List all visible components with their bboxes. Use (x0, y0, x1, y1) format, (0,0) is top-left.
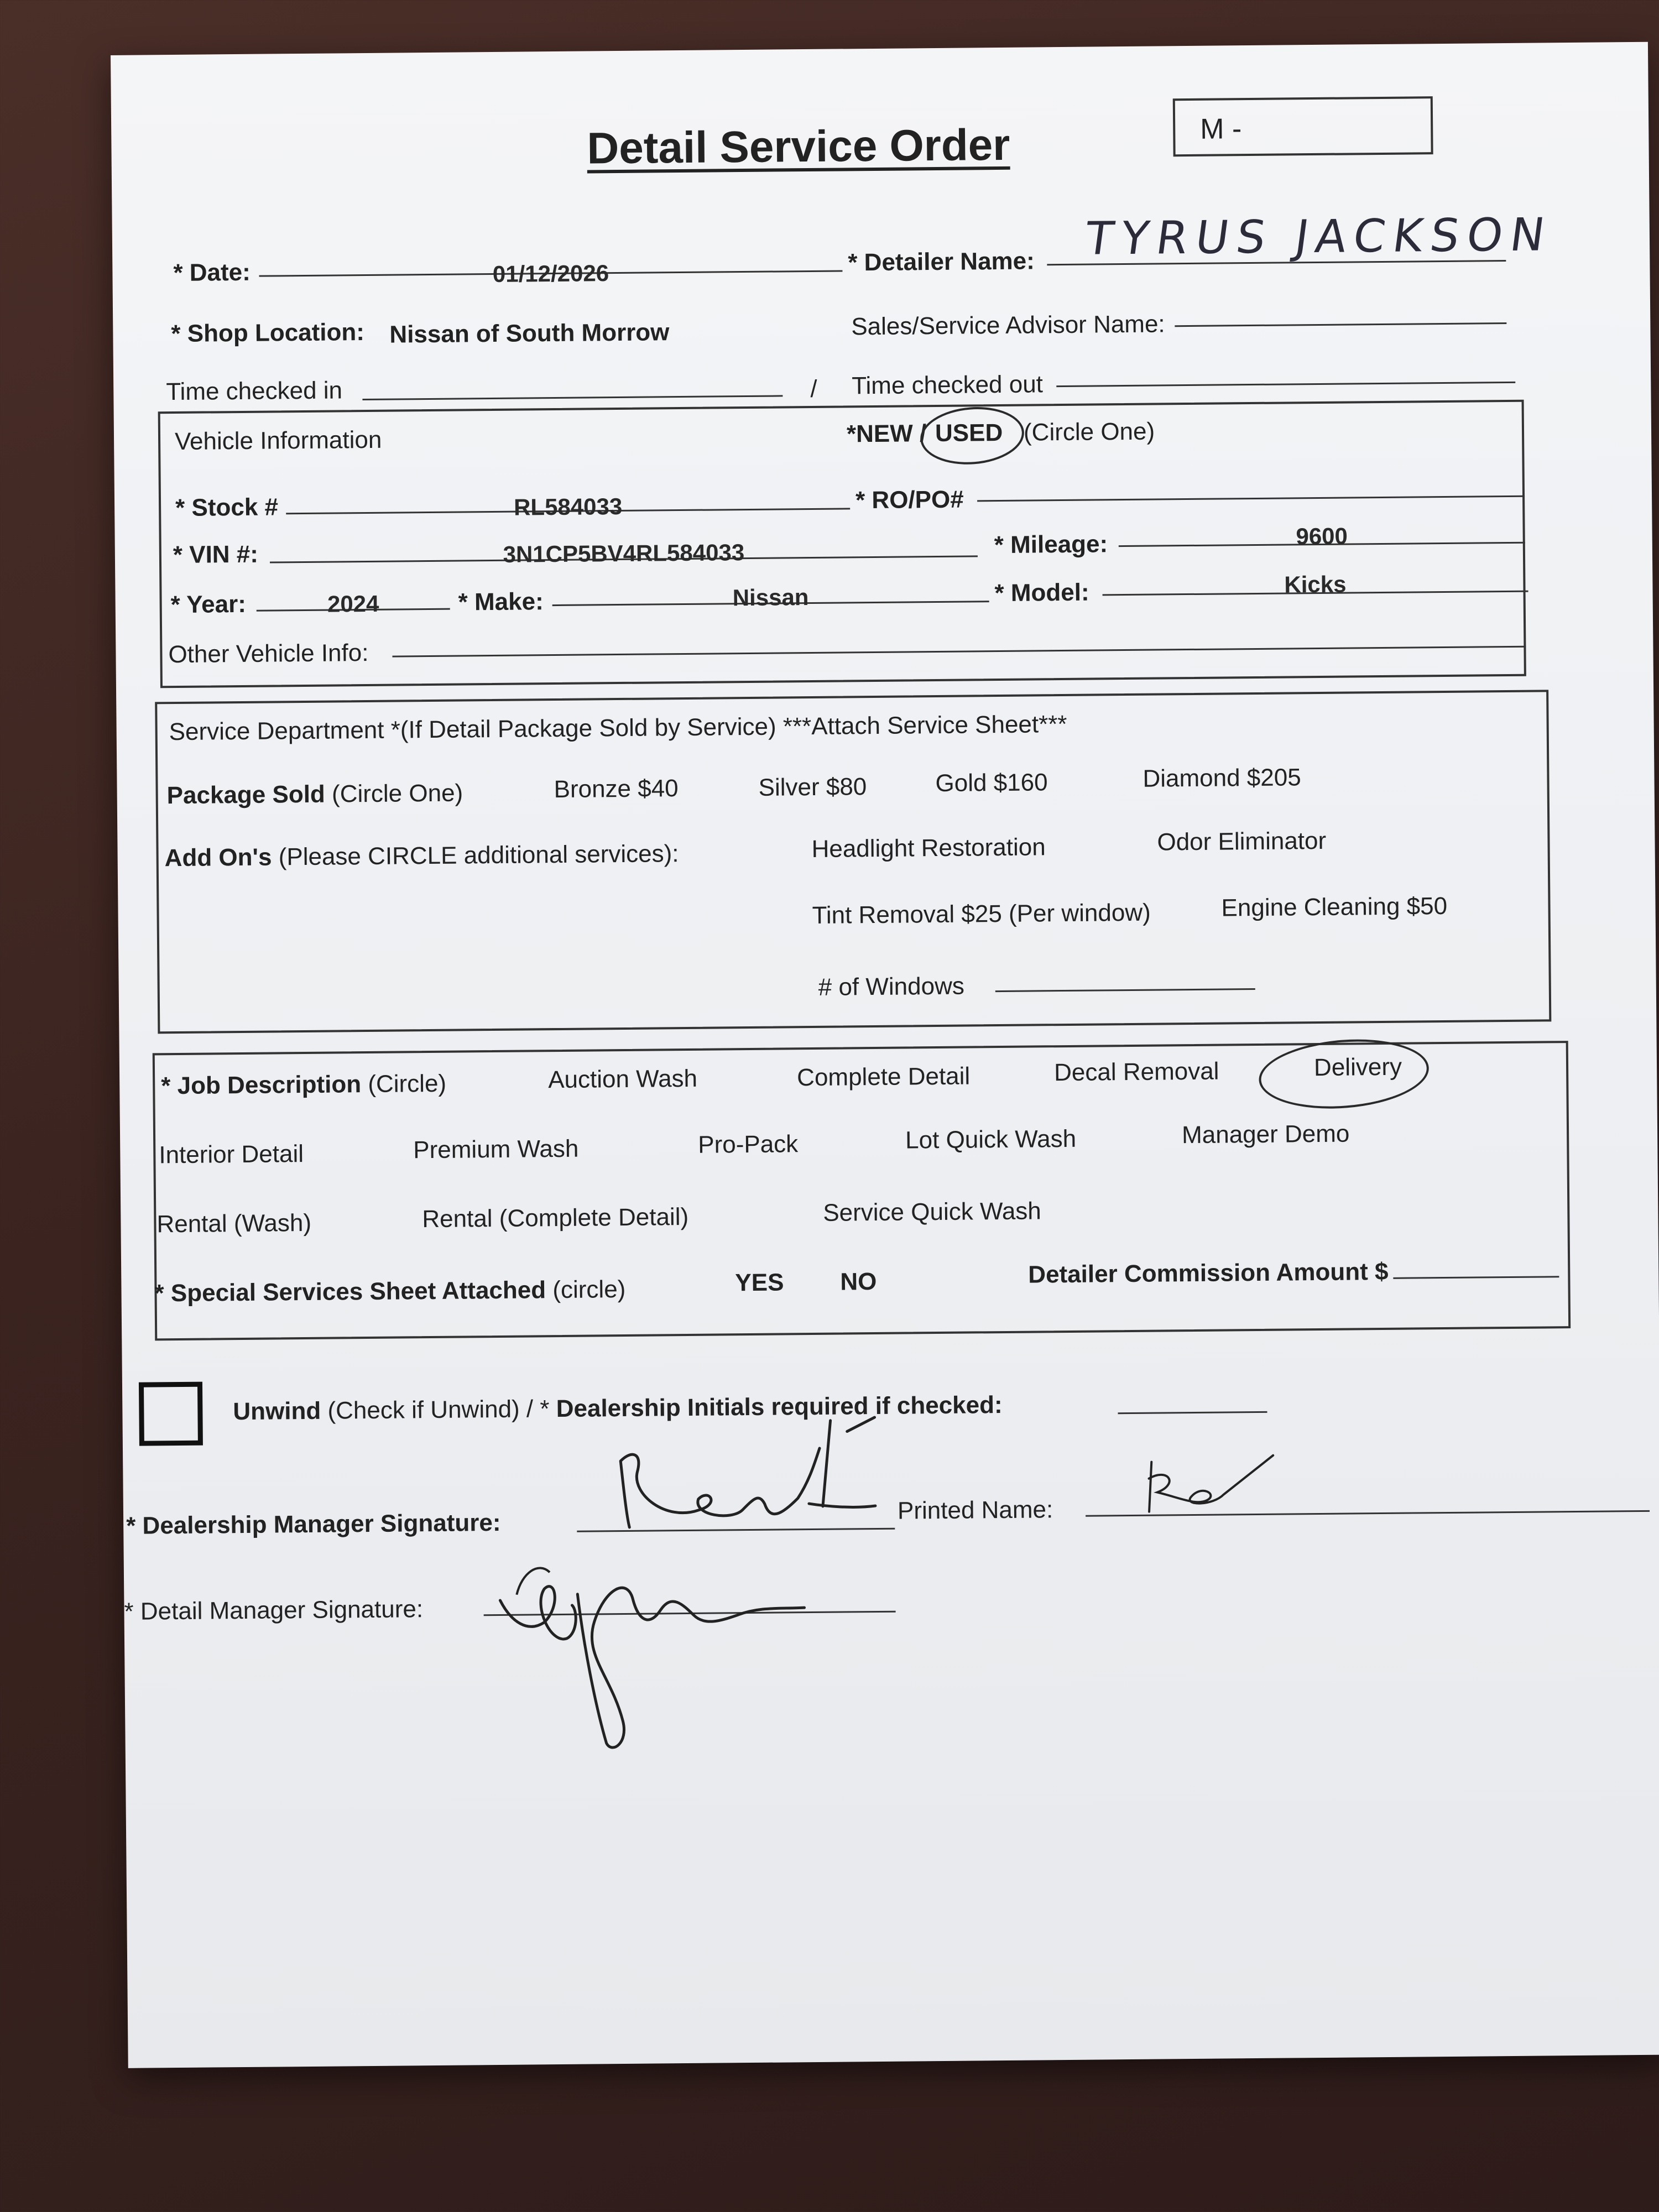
vin-value[interactable]: 3N1CP5BV4RL584033 (503, 539, 745, 567)
time-in-line[interactable] (362, 395, 782, 400)
special-services-hint: (circle) (552, 1275, 626, 1304)
job-manager-demo[interactable]: Manager Demo (1181, 1120, 1350, 1149)
stock-value[interactable]: RL584033 (513, 493, 623, 520)
detail-manager-signature-label: * Detail Manager Signature: (124, 1595, 424, 1625)
commission-label: Detailer Commission Amount $ (1028, 1258, 1389, 1288)
time-separator: / (810, 375, 817, 403)
job-pro-pack[interactable]: Pro-Pack (698, 1130, 799, 1159)
make-value[interactable]: Nissan (732, 584, 809, 611)
used-option[interactable]: USED (935, 419, 1003, 447)
m-number-box[interactable] (1173, 96, 1433, 156)
model-value[interactable]: Kicks (1284, 571, 1347, 598)
vin-label: * VIN #: (173, 540, 259, 569)
time-out-label: Time checked out (852, 371, 1044, 400)
time-in-label: Time checked in (166, 377, 343, 406)
m-number-label: M - (1199, 113, 1242, 145)
package-silver[interactable]: Silver $80 (758, 773, 867, 801)
special-services-label: * Special Services Sheet Attached (154, 1276, 546, 1307)
addon-headlight-restoration[interactable]: Headlight Restoration (811, 833, 1046, 863)
detailer-name-value[interactable]: TYRUS JACKSON (1082, 208, 1556, 265)
advisor-name-label: Sales/Service Advisor Name: (851, 310, 1165, 341)
shop-location-label: * Shop Location: (171, 319, 365, 348)
dealership-initials-label: Dealership Initials required if checked: (556, 1391, 1003, 1423)
new-option[interactable]: *NEW / (846, 420, 927, 448)
make-label: * Make: (458, 588, 544, 616)
form-title: Detail Service Order (587, 119, 1010, 173)
shop-location-value[interactable]: Nissan of South Morrow (389, 319, 670, 348)
date-value[interactable]: 01/12/2026 (492, 260, 609, 287)
job-delivery[interactable]: Delivery (1313, 1053, 1402, 1082)
year-value[interactable]: 2024 (327, 590, 379, 617)
detail-manager-signature (483, 1509, 872, 1755)
year-label: * Year: (170, 590, 247, 619)
job-premium-wash[interactable]: Premium Wash (413, 1135, 579, 1164)
unwind-hint: (Check if Unwind) / * (327, 1395, 550, 1425)
service-order-sheet (111, 42, 1659, 2068)
add-ons-label: Add On's (164, 843, 272, 872)
stock-label: * Stock # (175, 493, 279, 522)
job-complete-detail[interactable]: Complete Detail (796, 1062, 971, 1092)
job-interior-detail[interactable]: Interior Detail (159, 1140, 304, 1169)
job-description-row (161, 1070, 446, 1100)
addon-engine-cleaning[interactable]: Engine Cleaning $50 (1221, 892, 1448, 922)
dealership-initials-line[interactable] (1118, 1411, 1267, 1414)
advisor-name-line[interactable] (1175, 322, 1506, 327)
job-decal-removal[interactable]: Decal Removal (1053, 1057, 1219, 1087)
windows-count-label: # of Windows (818, 972, 965, 1001)
job-description-label: * Job Description (161, 1071, 362, 1100)
special-services-yes[interactable]: YES (735, 1269, 784, 1297)
model-label: * Model: (994, 578, 1089, 607)
time-out-line[interactable] (1056, 382, 1515, 387)
other-vehicle-info-label: Other Vehicle Info: (168, 639, 369, 669)
detailer-name-label: * Detailer Name: (848, 247, 1035, 276)
add-ons-row (164, 840, 679, 872)
add-ons-hint: (Please CIRCLE additional services): (278, 840, 679, 871)
package-sold-row (166, 779, 463, 810)
circle-one-hint: (Circle One) (1023, 418, 1155, 446)
package-sold-label: Package Sold (166, 780, 326, 810)
unwind-checkbox[interactable] (139, 1382, 203, 1446)
printed-name-mark (1135, 1444, 1279, 1517)
package-gold[interactable]: Gold $160 (935, 769, 1048, 797)
job-auction-wash[interactable]: Auction Wash (547, 1065, 698, 1094)
unwind-label: Unwind (233, 1397, 321, 1426)
job-rental-complete-detail[interactable]: Rental (Complete Detail) (422, 1203, 689, 1233)
package-sold-hint: (Circle One) (331, 779, 463, 808)
special-services-row (154, 1276, 625, 1307)
job-description-hint: (Circle) (368, 1070, 447, 1098)
service-dept-heading: Service Department *(If Detail Package Sold by Service) ***Attach Service Sheet*** (169, 710, 1067, 746)
job-service-quick-wash[interactable]: Service Quick Wash (823, 1197, 1041, 1227)
ro-po-label: * RO/PO# (855, 486, 964, 514)
job-lot-quick-wash[interactable]: Lot Quick Wash (905, 1125, 1077, 1154)
mileage-label: * Mileage: (994, 530, 1108, 559)
job-rental-wash[interactable]: Rental (Wash) (156, 1209, 312, 1238)
mileage-value[interactable]: 9600 (1296, 523, 1348, 550)
date-label: * Date: (173, 258, 251, 287)
addon-tint-removal[interactable]: Tint Removal $25 (Per window) (812, 899, 1151, 929)
addon-odor-eliminator[interactable]: Odor Eliminator (1157, 827, 1327, 856)
package-diamond[interactable]: Diamond $205 (1142, 764, 1301, 792)
dealership-manager-signature-label: * Dealership Manager Signature: (126, 1509, 501, 1540)
vehicle-info-label: Vehicle Information (174, 426, 382, 456)
package-bronze[interactable]: Bronze $40 (554, 775, 679, 804)
printed-name-label: Printed Name: (897, 1496, 1053, 1525)
special-services-no[interactable]: NO (840, 1267, 877, 1296)
